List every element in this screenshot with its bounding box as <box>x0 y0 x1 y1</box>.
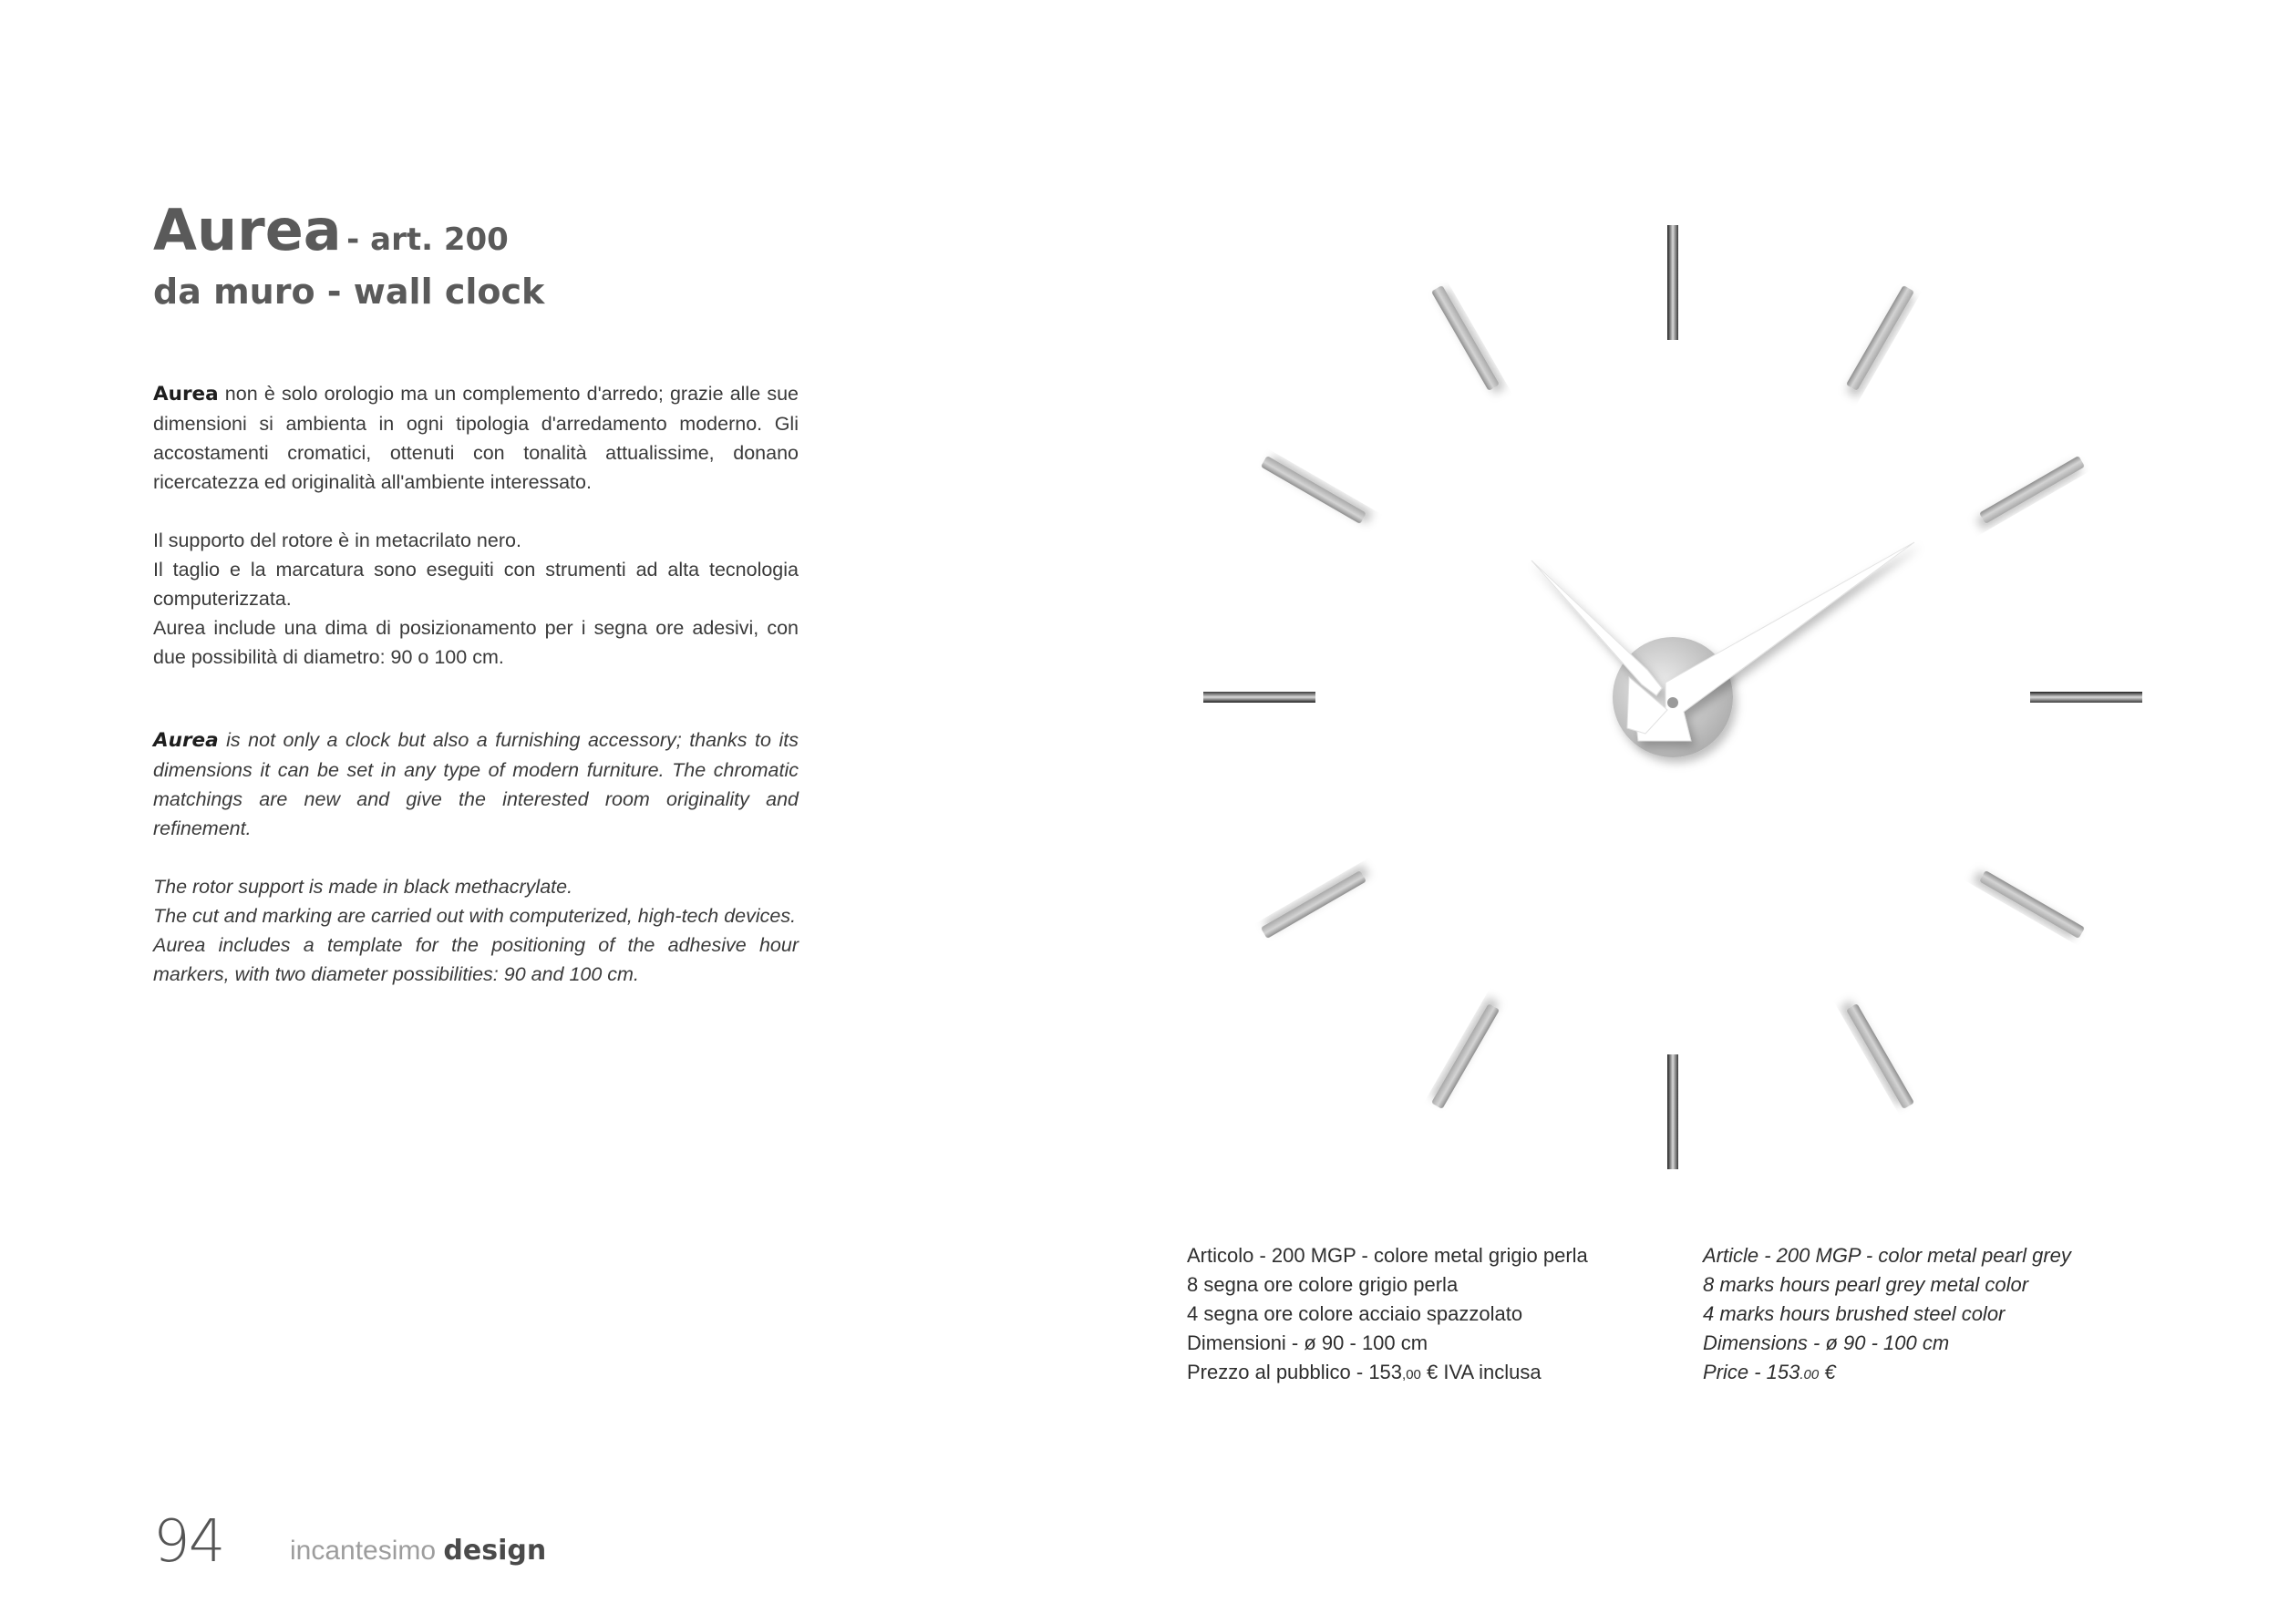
price-main: Prezzo al pubblico - 153 <box>1187 1361 1403 1383</box>
english-description <box>153 725 799 989</box>
center-pin <box>1667 697 1678 708</box>
brand-name: Aurea <box>153 383 219 406</box>
brand-bold: design <box>443 1535 547 1567</box>
hour-marker-5 <box>1846 1003 1914 1109</box>
italian-paragraph-3: Il taglio e la marcatura sono eseguiti con strumenti ad alta tecnologia computerizzata. <box>153 559 799 610</box>
hour-marker-6 <box>1667 1054 1678 1169</box>
price-main: Price - 153 <box>1703 1361 1800 1383</box>
hour-marker-10 <box>1261 456 1366 524</box>
spec-price <box>1187 1358 1588 1390</box>
price-suffix: € IVA inclusa <box>1420 1361 1542 1383</box>
product-title <box>153 197 544 263</box>
italian-paragraph-2: Il supporto del rotore è in metacrilato nero. <box>153 529 521 551</box>
spec-line: Articolo - 200 MGP - colore metal grigio perla <box>1187 1244 1588 1267</box>
hour-marker-1 <box>1846 285 1914 391</box>
italian-description <box>153 379 799 672</box>
footer-brand <box>290 1535 546 1567</box>
spec-line: 4 marks hours brushed steel color <box>1703 1302 2006 1325</box>
spec-line: 8 segna ore colore grigio perla <box>1187 1273 1459 1296</box>
english-paragraph-3: The cut and marking are carried out with computerized, high-tech devices. <box>153 905 797 927</box>
italian-text-1: non è solo orologio ma un complemento d'arredo; grazie alle sue dimensioni si ambienta in ogni tipologia d'arredamento moderno. Gli accostamenti cromatici, ottenuti con tonalità attualissime, donano ricercatezza ed originalità all'ambiente interessato. <box>153 383 799 493</box>
spec-line: 8 marks hours pearl grey metal color <box>1703 1273 2029 1296</box>
hour-marker-4 <box>1979 870 2085 939</box>
product-subtitle: da muro - wall clock <box>153 272 545 312</box>
page-number: 94 <box>153 1508 224 1576</box>
clock-face <box>1203 225 2142 1169</box>
article-number: - art. 200 <box>346 221 509 258</box>
spec-line: 4 segna ore colore acciaio spazzolato <box>1187 1302 1523 1325</box>
product-name: Aurea <box>153 197 342 263</box>
brand-name: Aurea <box>153 729 219 752</box>
brand-light: incantesimo <box>290 1536 444 1566</box>
wall-clock-image <box>1203 210 2142 1185</box>
price-cents: ,00 <box>1402 1367 1421 1382</box>
spec-line: Article - 200 MGP - color metal pearl grey <box>1703 1244 2071 1267</box>
spec-line: Dimensions - ø 90 - 100 cm <box>1703 1331 1950 1354</box>
spec-price <box>1703 1358 2071 1390</box>
hour-marker-7 <box>1431 1003 1500 1109</box>
hour-marker-2 <box>1979 456 2085 524</box>
english-paragraph-2: The rotor support is made in black methacrylate. <box>153 876 573 898</box>
hour-marker-3 <box>2030 692 2142 703</box>
hour-marker-12 <box>1667 225 1678 340</box>
italian-paragraph-4: Aurea include una dima di posizionamento per i segna ore adesivi, con due possibilità di diametro: 90 o 100 cm. <box>153 617 799 668</box>
title-block <box>153 197 545 312</box>
italian-paragraph-1 <box>153 379 799 497</box>
hour-marker-9 <box>1203 692 1315 703</box>
specs-italian <box>1187 1241 1588 1390</box>
hour-marker-8 <box>1261 870 1366 939</box>
english-paragraph-4: Aurea includes a template for the positioning of the adhesive hour markers, with two diameter possibilities: 90 and 100 cm. <box>153 934 799 985</box>
spec-line: Dimensioni - ø 90 - 100 cm <box>1187 1331 1428 1354</box>
english-text-1: is not only a clock but also a furnishing accessory; thanks to its dimensions it can be set in any type of modern furniture. The chromatic matchings are new and give the interested room originality and refinement. <box>153 729 799 839</box>
price-cents: .00 <box>1799 1367 1820 1382</box>
specs-english <box>1703 1241 2071 1390</box>
hour-marker-11 <box>1431 285 1500 391</box>
hour-hand <box>1531 560 1662 695</box>
english-paragraph-1 <box>153 725 799 843</box>
price-suffix: € <box>1819 1361 1836 1383</box>
